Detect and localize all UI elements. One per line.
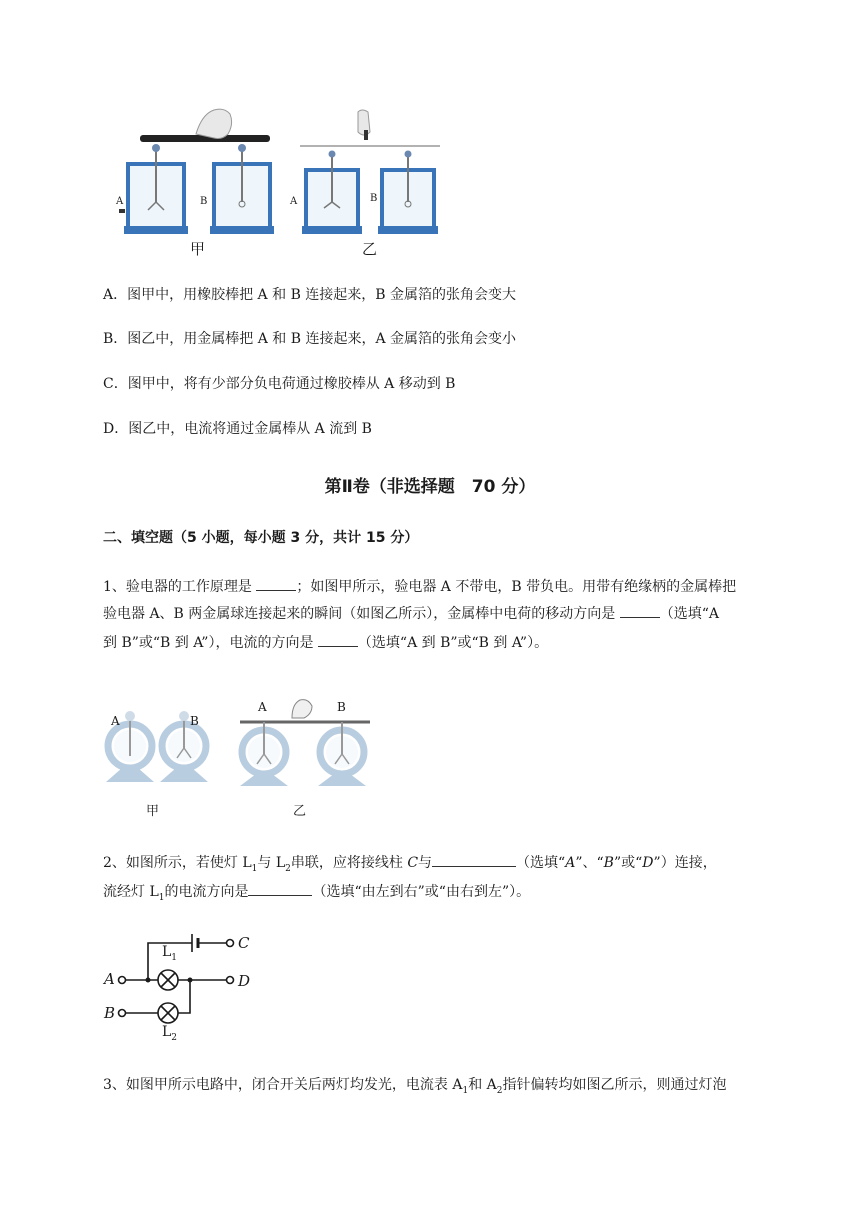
option-b: B．图乙中，用金属棒把 A 和 B 连接起来，A 金属箔的张角会变小: [103, 331, 517, 347]
option-c: C．图甲中，将有少部分负电荷通过橡胶棒从 A 移动到 B: [103, 376, 456, 392]
electroscope-box-a2: [302, 151, 362, 235]
q2-line-2: [103, 879, 530, 909]
fig1-label-b2: B: [370, 193, 378, 204]
lamp-l2-sub: 2: [171, 1032, 178, 1043]
fig2-label-a-right: A: [258, 700, 267, 714]
q2-line-1: [103, 850, 717, 880]
q1-text: 验电器 A、B 两金属球连接起来的瞬间（如图乙所示），金属棒中电荷的移动方向是: [103, 606, 620, 622]
q1-line-2: [103, 601, 719, 625]
ring-electroscope-b: [160, 711, 208, 782]
q3-text: 指针偏转均如图乙所示，则通过灯泡: [502, 1077, 727, 1093]
q2-text: ”或“: [613, 855, 643, 871]
terminal-c-label: C: [238, 934, 250, 952]
q1-blank-1[interactable]: [256, 574, 296, 591]
q1-line-1: [103, 574, 736, 598]
terminal-a-label: A: [104, 970, 115, 988]
q2-text: ”）连接，: [653, 855, 717, 871]
q1-text: （选填“A: [659, 606, 720, 622]
q2-text: 的电流方向是: [164, 884, 249, 900]
q1-blank-2[interactable]: [620, 601, 660, 618]
q1-line-3: [103, 630, 548, 654]
terminal-d-label: D: [238, 972, 251, 990]
electroscope-box-b2: [378, 151, 438, 235]
q2-sub: 1: [251, 863, 258, 874]
q2-text: 流经灯 L: [103, 884, 159, 900]
terminal-b-label: B: [104, 1004, 116, 1022]
fig2-label-b-right: B: [337, 700, 346, 714]
ring-electroscope-a2: [240, 722, 288, 786]
fig1-label-b1: B: [200, 196, 208, 207]
fig1-caption-right: 乙: [362, 240, 378, 258]
q2-blank-1[interactable]: [432, 850, 516, 867]
q2-opt-d: D: [642, 855, 654, 871]
lamp-l2-letter: L: [162, 1024, 172, 1040]
q3-text: 3、如图甲所示电路中，闭合开关后两灯均发光，电流表 A: [103, 1077, 463, 1093]
hand-icon: [196, 109, 232, 138]
electroscope-figure-1: [108, 106, 448, 256]
ring-electroscope-b2: [318, 722, 366, 786]
q1-text: 到 B”或“B 到 A”），电流的方向是: [103, 635, 318, 651]
fig1-label-a1: A: [116, 196, 124, 207]
q3-line-1: [103, 1074, 727, 1102]
q2-blank-2[interactable]: [248, 879, 312, 896]
part-ii-title: 第Ⅱ卷（非选择题 70 分）: [324, 477, 536, 497]
q2-text: 2、如图所示，若使灯 L: [103, 855, 252, 871]
q1-blank-3[interactable]: [318, 630, 358, 647]
q3-sub: 1: [462, 1085, 469, 1096]
q1-text: ；如图甲所示，验电器 A 不带电，B 带负电。用带有绝缘柄的金属棒把: [296, 579, 737, 595]
lamp-l2-label: [162, 1024, 177, 1043]
lamp-l1-sub: 1: [171, 952, 178, 963]
q2-text: （选填“: [516, 855, 566, 871]
fig2-label-a-left: A: [111, 714, 120, 728]
fig1-caption-left: 甲: [190, 240, 206, 258]
q2-text: ”、“: [575, 855, 604, 871]
q2-opt-b: B: [603, 855, 614, 871]
fig2-caption-left: 甲: [146, 804, 160, 819]
fig2-caption-right: 乙: [293, 804, 307, 819]
electroscope-box-a1: [119, 144, 188, 234]
q3-text: 和 A: [468, 1077, 497, 1093]
fig1-label-a2: A: [290, 196, 298, 207]
q2-terminal-c: C: [407, 855, 419, 871]
q2-text: （选填“由左到右”或“由右到左”）。: [312, 884, 531, 900]
lamp-l1-label: [162, 944, 177, 963]
fig2-label-b-left: B: [190, 714, 199, 728]
option-d: D．图乙中，电流将通过金属棒从 A 流到 B: [103, 421, 372, 437]
q2-text: 与 L: [257, 855, 286, 871]
q1-text: （选填“A 到 B”或“B 到 A”）。: [357, 635, 549, 651]
section-heading: 二、填空题（5 小题，每小题 3 分，共计 15 分）: [103, 530, 419, 546]
q2-opt-a: A: [565, 855, 576, 871]
option-a: A．图甲中，用橡胶棒把 A 和 B 连接起来，B 金属箔的张角会变大: [103, 287, 517, 303]
q1-text: 1、验电器的工作原理是: [103, 579, 257, 595]
q2-text: 串联，应将接线柱: [290, 855, 408, 871]
q3-sub: 2: [496, 1085, 503, 1096]
electroscope-box-b1: [210, 144, 274, 234]
hand-icon: [292, 700, 312, 718]
q2-text: 与: [418, 855, 433, 871]
q2-sub: 2: [285, 863, 291, 874]
lamp-l1-letter: L: [162, 944, 172, 960]
q2-sub: 1: [158, 892, 165, 903]
